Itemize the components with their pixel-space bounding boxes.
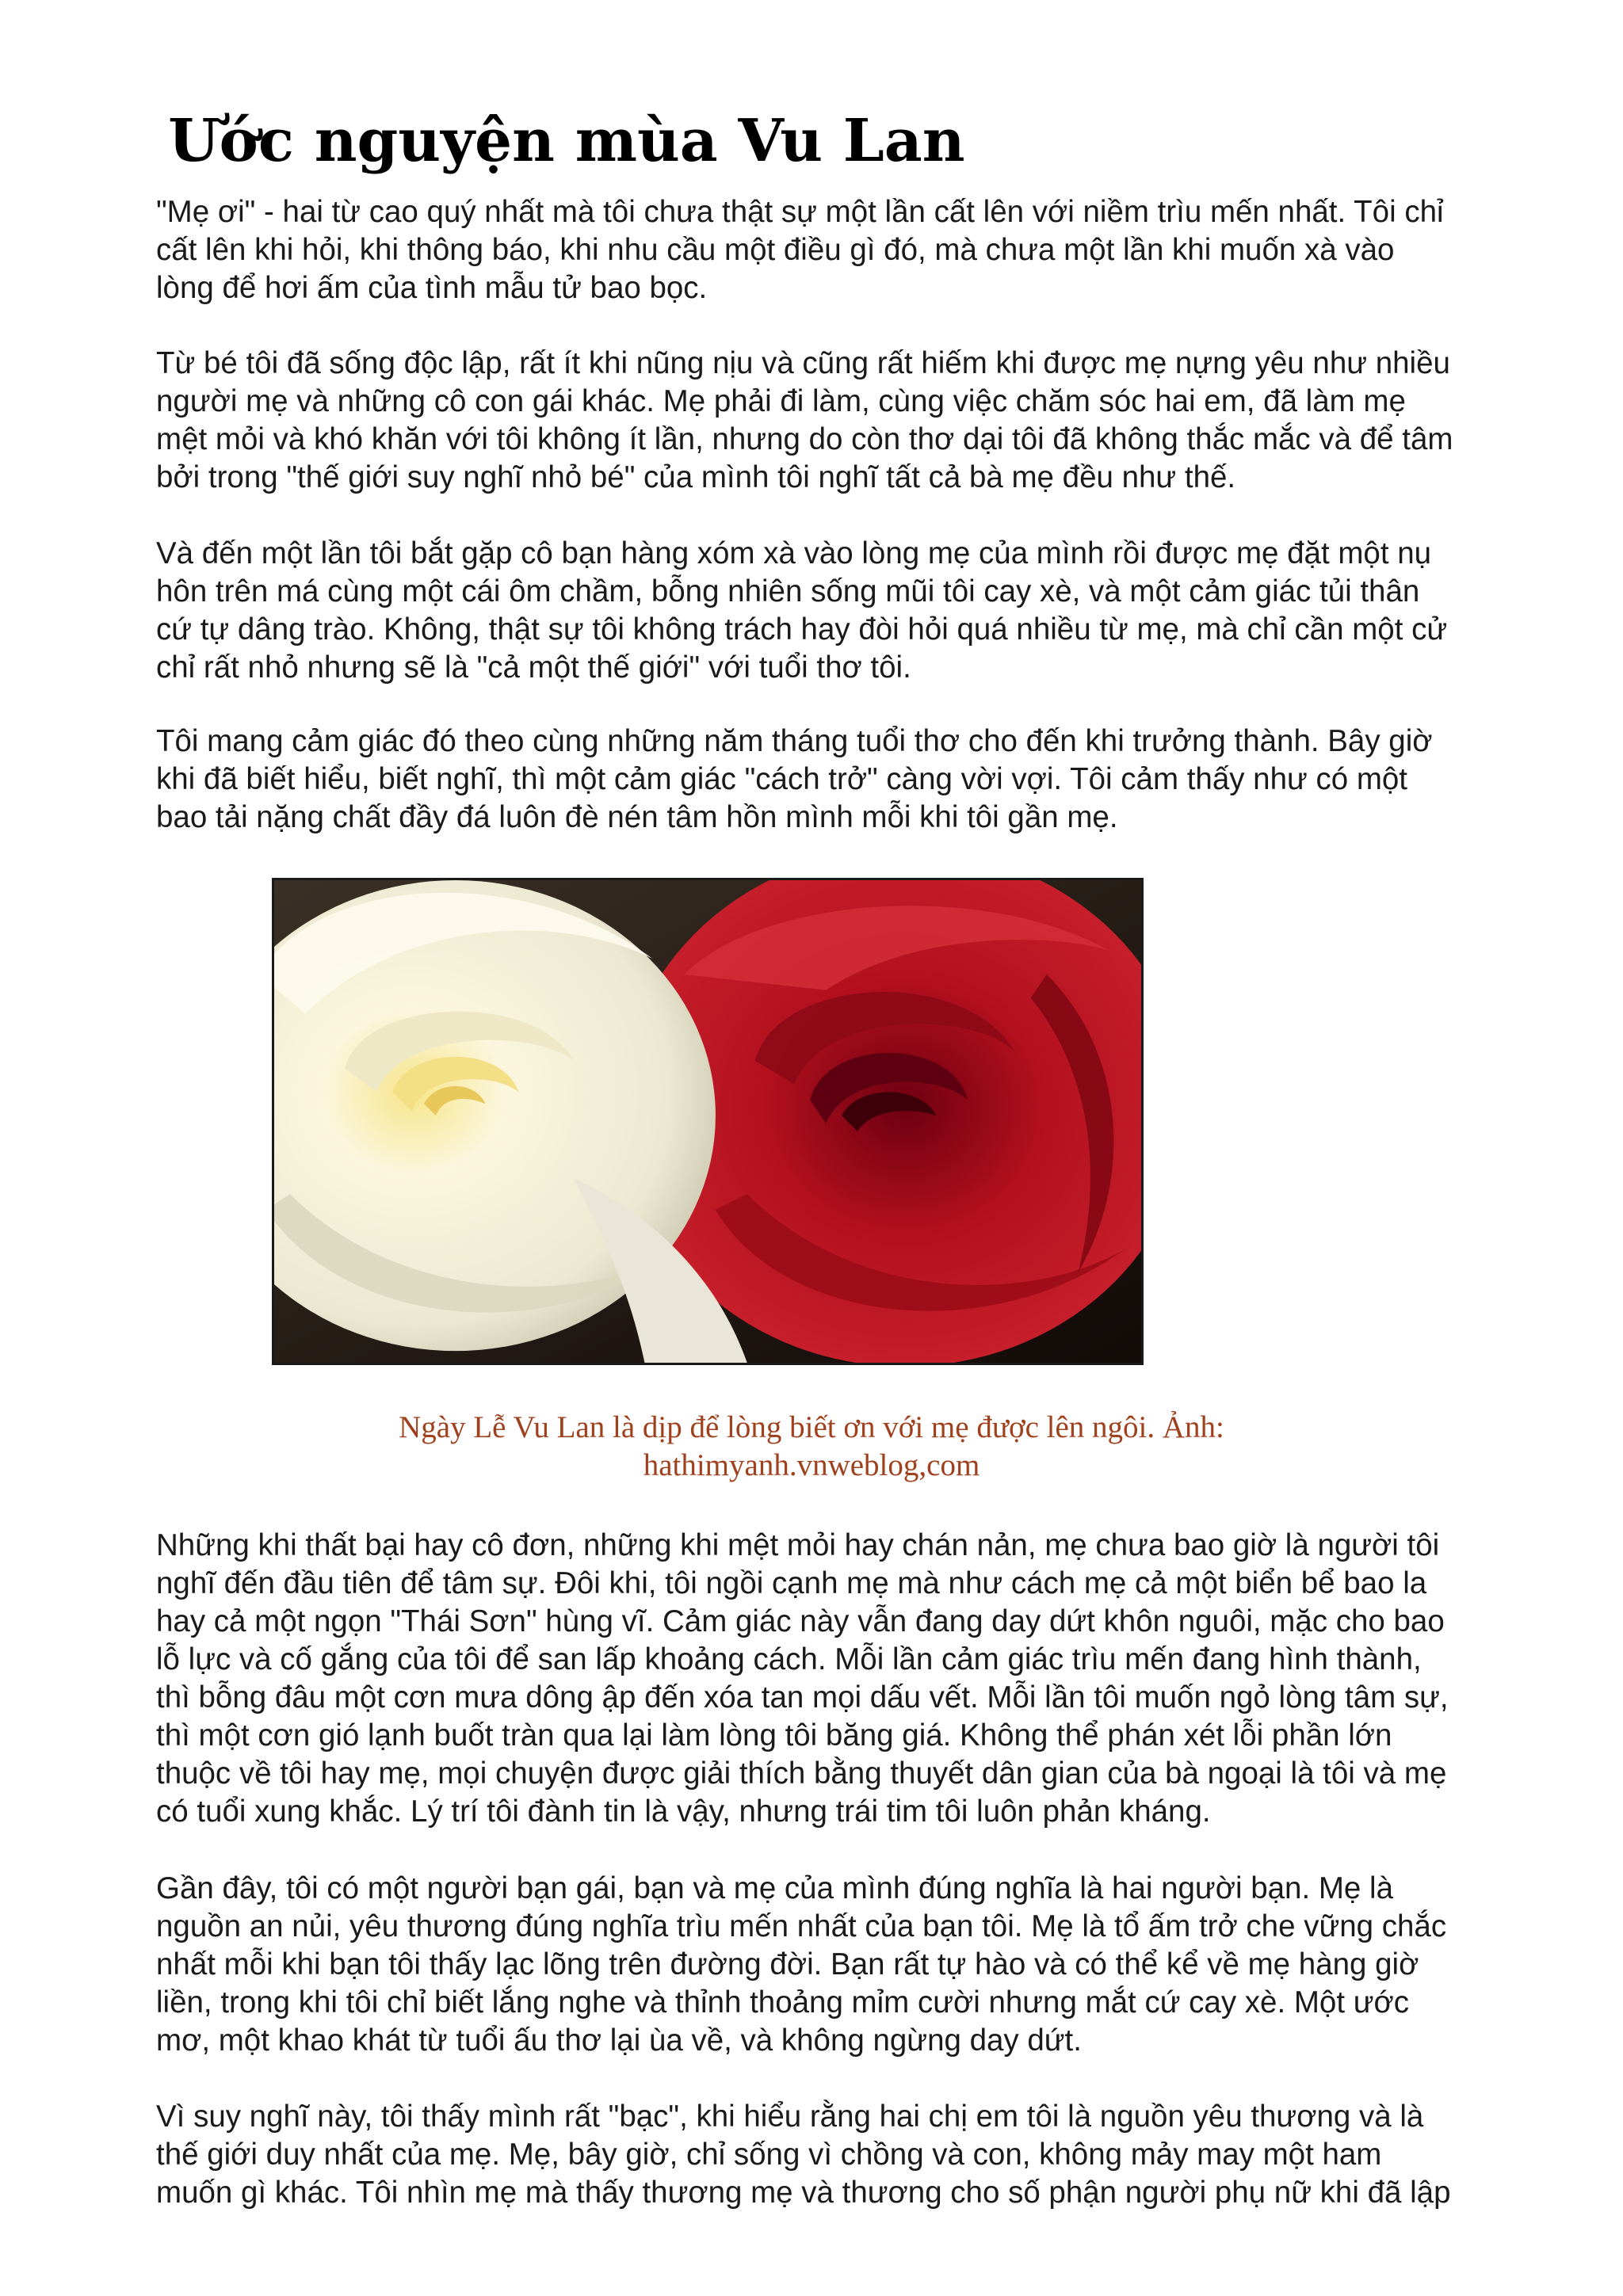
paragraph-line: thì bỗng đâu một cơn mưa dông ập đến xóa tan mọi dấu vết. Mỗi lần tôi muốn ngỏ lòng tâm sự,: [156, 1680, 1449, 1714]
article-paragraph: [156, 2098, 1547, 2212]
caption-line: Ngày Lễ Vu Lan là dịp để lòng biết ơn với mẹ được lên ngôi. Ảnh:: [399, 1410, 1224, 1444]
paragraph-line: Tôi mang cảm giác đó theo cùng những năm tháng tuổi thơ cho đến khi trưởng thành. Bây giờ: [156, 724, 1433, 758]
paragraph-line: có tuổi xung khắc. Lý trí tôi đành tin là vậy, nhưng trái tim tôi luôn phản kháng.: [156, 1794, 1211, 1829]
paragraph-line: hay cả một ngọn "Thái Sơn" hùng vĩ. Cảm giác này vẫn đang day dứt khôn nguôi, mặc cho bao: [156, 1604, 1445, 1638]
paragraph-line: mơ, một khao khát từ tuổi ấu thơ lại ùa về, và không ngừng day dứt.: [156, 2023, 1082, 2058]
image-caption: [238, 1409, 1385, 1485]
paragraph-line: chỉ rất nhỏ nhưng sẽ là "cả một thế giới" với tuổi thơ tôi.: [156, 650, 911, 685]
paragraph-line: "Mẹ ơi" - hai từ cao quý nhất mà tôi chưa thật sự một lần cất lên với niềm trìu mến nhất. Tôi chỉ: [156, 195, 1444, 229]
paragraph-line: Và đến một lần tôi bắt gặp cô bạn hàng xóm xà vào lòng mẹ của mình rồi được mẹ đặt một nụ: [156, 536, 1432, 570]
paragraph-line: liền, trong khi tôi chỉ biết lắng nghe và thỉnh thoảng mỉm cười nhưng mắt cứ cay xè. Một ước: [156, 1985, 1409, 2019]
paragraph-line: thì một cơn gió lạnh buốt tràn qua lại làm lòng tôi băng giá. Không thể phán xét lỗi phần lớn: [156, 1718, 1392, 1753]
paragraph-line: lòng để hơi ấm của tình mẫu tử bao bọc.: [156, 271, 708, 305]
paragraph-line: Vì suy nghĩ này, tôi thấy mình rất "bạc", khi hiểu rằng hai chị em tôi là nguồn yêu thương và là: [156, 2100, 1424, 2134]
paragraph-line: lỗ lực và cố gắng của tôi để san lấp khoảng cách. Mỗi lần cảm giác trìu mến đang hình thành,: [156, 1642, 1422, 1676]
article-paragraph: [156, 345, 1547, 497]
paragraph-line: mệt mỏi và khó khăn với tôi không ít lần, nhưng do còn thơ dại tôi đã không thắc mắc và để tâm: [156, 422, 1453, 456]
paragraph-line: nghĩ đến đầu tiên để tâm sự. Đôi khi, tôi ngồi cạnh mẹ mà như cách mẹ cả một biển bể bao la: [156, 1566, 1427, 1600]
paragraph-line: cứ tự dâng trào. Không, thật sự tôi không trách hay đòi hỏi quá nhiều từ mẹ, mà chỉ cần một cử: [156, 612, 1448, 646]
roses-illustration: [274, 880, 1141, 1363]
caption-source-link: hathimyanh.vnweblog,com: [643, 1448, 980, 1482]
paragraph-line: bao tải nặng chất đầy đá luôn đè nén tâm hồn mình mỗi khi tôi gần mẹ.: [156, 800, 1118, 834]
paragraph-line: hôn trên má cùng một cái ôm chầm, bỗng nhiên sống mũi tôi cay xè, và một cảm giác tủi thân: [156, 574, 1420, 608]
article-paragraph: [156, 723, 1547, 837]
paragraph-line: Gần đây, tôi có một người bạn gái, bạn và mẹ của mình đúng nghĩa là hai người bạn. Mẹ là: [156, 1871, 1393, 1905]
paragraph-line: nguồn an nủi, yêu thương đúng nghĩa trìu mến nhất của bạn tôi. Mẹ là tổ ấm trở che vững chắc: [156, 1909, 1447, 1943]
article-title: Ước nguyện mùa Vu Lan: [168, 107, 965, 175]
paragraph-line: thuộc về tôi hay mẹ, mọi chuyện được giải thích bằng thuyết dân gian của bà ngoại là tôi và mẹ: [156, 1756, 1447, 1791]
roses-photo: [272, 878, 1144, 1365]
paragraph-line: Những khi thất bại hay cô đơn, những khi mệt mỏi hay chán nản, mẹ chưa bao giờ là người tôi: [156, 1528, 1440, 1562]
paragraph-line: thế giới duy nhất của mẹ. Mẹ, bây giờ, chỉ sống vì chồng và con, không mảy may một ham: [156, 2138, 1382, 2172]
article-paragraph: [156, 193, 1547, 307]
paragraph-line: khi đã biết hiểu, biết nghĩ, thì một cảm giác "cách trở" càng vời vợi. Tôi cảm thấy như có một: [156, 762, 1408, 796]
paragraph-line: Từ bé tôi đã sống độc lập, rất ít khi nũng nịu và cũng rất hiếm khi được mẹ nựng yêu như nhiều: [156, 346, 1450, 380]
paragraph-line: cất lên khi hỏi, khi thông báo, khi nhu cầu một điều gì đó, mà chưa một lần khi muốn xà vào: [156, 233, 1395, 267]
paragraph-line: bởi trong "thế giới suy nghĩ nhỏ bé" của mình tôi nghĩ tất cả bà mẹ đều như thế.: [156, 460, 1236, 494]
paragraph-line: muốn gì khác. Tôi nhìn mẹ mà thấy thương mẹ và thương cho số phận người phụ nữ khi đã lập: [156, 2176, 1451, 2210]
paragraph-line: người mẹ và những cô con gái khác. Mẹ phải đi làm, cùng việc chăm sóc hai em, đã làm mẹ: [156, 384, 1406, 418]
article-paragraph: [156, 535, 1547, 687]
paragraph-line: nhất mỗi khi bạn tôi thấy lạc lõng trên đường đời. Bạn rất tự hào và có thể kể về mẹ hàng giờ: [156, 1947, 1419, 1981]
article-paragraph: [156, 1870, 1547, 2060]
article-paragraph: [156, 1527, 1547, 1831]
